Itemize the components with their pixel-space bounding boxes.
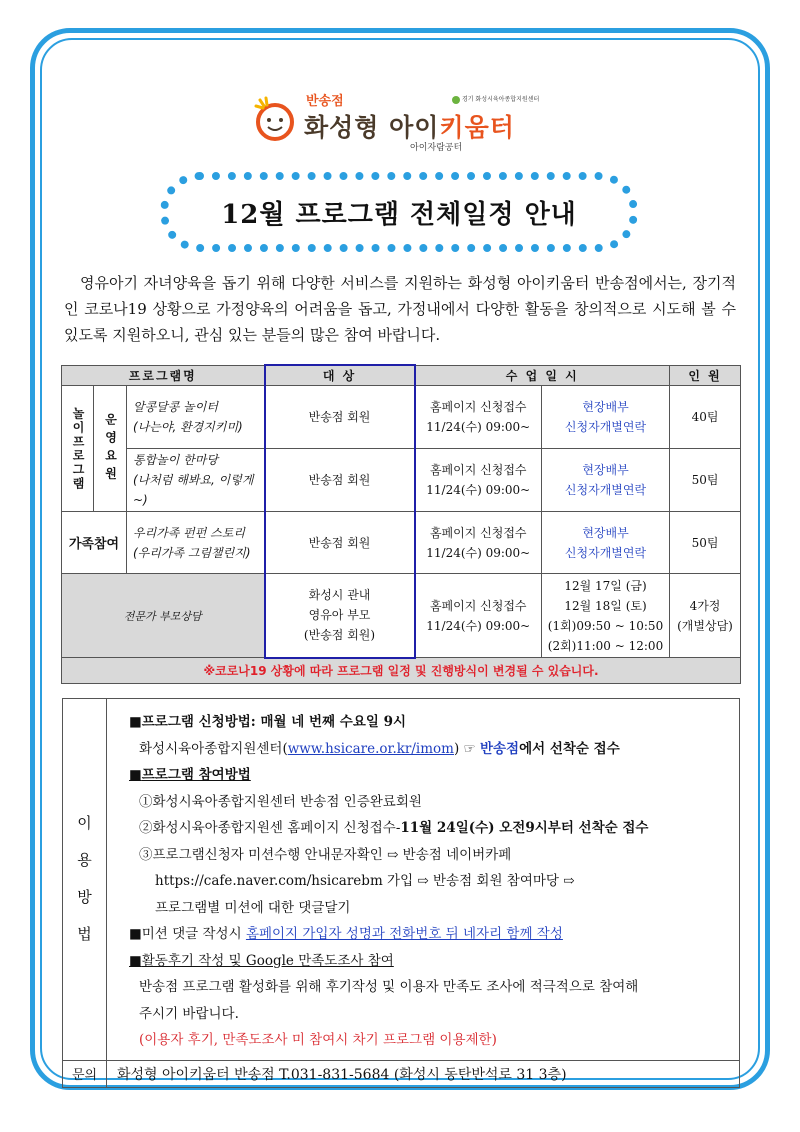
page-title: 12월 프로그램 전체일정 안내 bbox=[221, 199, 577, 230]
program-title: 통합놀이 한마당 bbox=[133, 453, 218, 467]
usage-text: 프로그램 참여방법 bbox=[141, 767, 251, 783]
group-family: 가족참여 bbox=[62, 512, 127, 574]
program-title: 알콩달콩 놀이터 bbox=[133, 400, 218, 414]
people-text: 4가정 bbox=[689, 598, 721, 613]
partner-logo-text: 경기 화성시육아종합지원센터 bbox=[462, 96, 540, 103]
apply-date: 11/24(수) 09:00~ bbox=[426, 545, 531, 560]
people-cell: 50팀 bbox=[670, 449, 741, 512]
method-sub: 신청자개별연락 bbox=[564, 545, 647, 560]
usage-line bbox=[117, 921, 739, 948]
branch-highlight: 반송점 bbox=[479, 740, 520, 757]
bullet-icon: ■ bbox=[129, 952, 142, 969]
usage-label-char: 방 bbox=[77, 888, 92, 907]
method-cell bbox=[542, 386, 670, 449]
usage-line bbox=[117, 709, 739, 736]
target-cell bbox=[265, 574, 415, 658]
usage-text-bold: 11월 24일(수) 오전9시부터 선착순 접수 bbox=[400, 820, 649, 836]
title-banner bbox=[160, 172, 638, 252]
usage-label bbox=[63, 699, 107, 1061]
logo bbox=[252, 88, 552, 154]
usage-label-char: 이 bbox=[77, 814, 92, 833]
usage-text: ②화성시육아종합지원센 홈페이지 신청접수- bbox=[139, 820, 401, 836]
people-sub: (개별상담) bbox=[677, 618, 733, 633]
method-sub: 신청자개별연락 bbox=[564, 420, 647, 434]
usage-label-char: 법 bbox=[77, 925, 92, 944]
header-people: 인 원 bbox=[670, 365, 741, 386]
program-name-expert: 전문가 부모상담 bbox=[62, 574, 265, 658]
program-subtitle: (우리가족 그림챌린지) bbox=[133, 545, 251, 560]
group-play-program bbox=[62, 386, 94, 512]
usage-line bbox=[117, 736, 739, 763]
usage-body bbox=[107, 699, 740, 1061]
program-subtitle: (나처럼 해봐요, 이렇게~) bbox=[133, 473, 254, 507]
apply-text: 홈페이지 신청접수 bbox=[429, 400, 527, 414]
bullet-icon: ■ bbox=[129, 714, 142, 730]
time-line-2: (2회)11:00 ~ 12:00 bbox=[547, 638, 664, 653]
schedule-table bbox=[61, 364, 741, 684]
date-cell bbox=[542, 574, 670, 658]
contact-label: 문의 bbox=[63, 1060, 107, 1087]
group-play-label: 놀이프로그램 bbox=[71, 406, 85, 491]
usage-line: 반송점 프로그램 활성화를 위해 후기작성 및 이용자 만족도 조사에 적극적으로 참여해 bbox=[139, 979, 639, 995]
usage-line: (이용자 후기, 만족도조사 미 참여시 차기 프로그램 이용제한) bbox=[139, 1032, 497, 1048]
table-row bbox=[62, 574, 741, 658]
people-cell: 50팀 bbox=[670, 512, 741, 574]
apply-date: 11/24(수) 09:00~ bbox=[426, 618, 531, 633]
partner-logo bbox=[452, 94, 539, 104]
apply-text: 홈페이지 신청접수 bbox=[429, 463, 527, 477]
program-subtitle: (나는야, 환경지키미) bbox=[133, 420, 243, 434]
time-line-1: (1회)09:50 ~ 10:50 bbox=[547, 618, 664, 633]
logo-branch: 반송점 bbox=[306, 94, 344, 109]
logo-title bbox=[304, 108, 515, 144]
contact-row bbox=[63, 1060, 740, 1087]
group-operation bbox=[94, 386, 127, 512]
apply-cell bbox=[415, 574, 542, 658]
usage-line: 주시기 바랍니다. bbox=[139, 1005, 239, 1022]
homepage-link[interactable]: www.hsicare.or.kr/imom bbox=[287, 740, 454, 757]
table-row bbox=[62, 386, 741, 449]
target-line-3: (반송점 회원) bbox=[303, 628, 376, 643]
program-title: 우리가족 펀펀 스토리 bbox=[133, 525, 245, 540]
method-text: 현장배부 bbox=[582, 525, 629, 540]
program-name bbox=[127, 386, 265, 449]
usage-table bbox=[62, 698, 740, 1088]
date-line-1: 12월 17일 (금) bbox=[564, 578, 647, 593]
group-operation-label: 운영요원 bbox=[103, 412, 118, 485]
header-target: 대 상 bbox=[265, 365, 415, 386]
apply-cell bbox=[415, 512, 542, 574]
header-program: 프로그램명 bbox=[62, 365, 265, 386]
table-header-row bbox=[62, 365, 741, 386]
usage-line bbox=[117, 948, 739, 975]
people-cell: 40팀 bbox=[670, 386, 741, 449]
method-cell bbox=[542, 512, 670, 574]
target-line-2: 영유아 부모 bbox=[308, 608, 371, 623]
usage-line: 프로그램별 미션에 대한 댓글달기 bbox=[155, 899, 351, 916]
usage-text-underline: 홈페이지 가입자 성명과 전화번호 뒤 네자리 함께 작성 bbox=[245, 926, 563, 942]
usage-text: 프로그램 신청방법: 매월 네 번째 수요일 9시 bbox=[141, 714, 407, 730]
table-row bbox=[62, 449, 741, 512]
logo-title-b: 키움터 bbox=[439, 113, 515, 142]
date-line-2: 12월 18일 (토) bbox=[564, 598, 647, 613]
people-cell bbox=[670, 574, 741, 658]
notice-row bbox=[62, 658, 741, 684]
apply-date: 11/24(수) 09:00~ bbox=[426, 483, 531, 497]
apply-text: 홈페이지 신청접수 bbox=[429, 525, 527, 540]
logo-subtitle: 아이자람공터 bbox=[410, 143, 463, 153]
usage-label-char: 용 bbox=[77, 851, 92, 870]
usage-text: 활동후기 작성 및 Google 만족도조사 참여 bbox=[141, 952, 394, 969]
bullet-icon: ■ bbox=[129, 767, 142, 783]
usage-line: https://cafe.naver.com/hsicarebm 가입 ⇨ 반송점 회원 참여마당 ⇨ bbox=[155, 873, 575, 889]
usage-text: ) ☞ bbox=[453, 740, 480, 757]
target-line-1: 화성시 관내 bbox=[308, 588, 371, 603]
usage-line: ③프로그램신청자 미션수행 안내문자확인 ⇨ 반송점 네이버카페 bbox=[139, 846, 512, 863]
method-text: 현장배부 bbox=[582, 463, 629, 477]
partner-logo-icon bbox=[452, 96, 460, 104]
intro-paragraph: 영유아기 자녀양육을 돕기 위해 다양한 서비스를 지원하는 화성형 아이키움터 반송점에서는, 장기적인 코로나19 상황으로 가정양육의 어려움을 돕고, 가정내에서 다양한 활동을 창의적으로 시도해 볼 수 있도록 지원하오니, 관심 있는 분들의 많은 참여 바랍니다. bbox=[64, 274, 736, 344]
header-schedule: 수 업 일 시 bbox=[415, 365, 670, 386]
target-cell: 반송점 회원 bbox=[265, 512, 415, 574]
target-cell: 반송점 회원 bbox=[265, 449, 415, 512]
usage-text: 미션 댓글 작성시 bbox=[141, 926, 246, 942]
bullet-icon: ■ bbox=[129, 926, 142, 942]
usage-text: 에서 선착순 접수 bbox=[519, 740, 620, 757]
apply-cell bbox=[415, 386, 542, 449]
program-name bbox=[127, 512, 265, 574]
apply-text: 홈페이지 신청접수 bbox=[429, 598, 527, 613]
notice-text: ※코로나19 상황에 따라 프로그램 일정 및 진행방식이 변경될 수 있습니다. bbox=[62, 658, 741, 684]
usage-text: 화성시육아종합지원센터( bbox=[139, 740, 288, 757]
sun-face-icon bbox=[252, 96, 298, 142]
apply-cell bbox=[415, 449, 542, 512]
target-cell: 반송점 회원 bbox=[265, 386, 415, 449]
program-name bbox=[127, 449, 265, 512]
method-text: 현장배부 bbox=[582, 400, 629, 414]
apply-date: 11/24(수) 09:00~ bbox=[426, 420, 531, 434]
usage-line bbox=[117, 815, 739, 842]
usage-line: ①화성시육아종합지원센터 반송점 인증완료회원 bbox=[139, 793, 422, 810]
method-sub: 신청자개별연락 bbox=[564, 483, 647, 497]
table-row bbox=[62, 512, 741, 574]
usage-line bbox=[117, 762, 739, 789]
logo-title-a: 화성형 아이 bbox=[304, 113, 440, 142]
contact-info: 화성형 아이키움터 반송점 T.031-831-5684 (화성시 동탄반석로 31 3층) bbox=[107, 1060, 740, 1087]
usage-row bbox=[63, 699, 740, 1061]
method-cell bbox=[542, 449, 670, 512]
